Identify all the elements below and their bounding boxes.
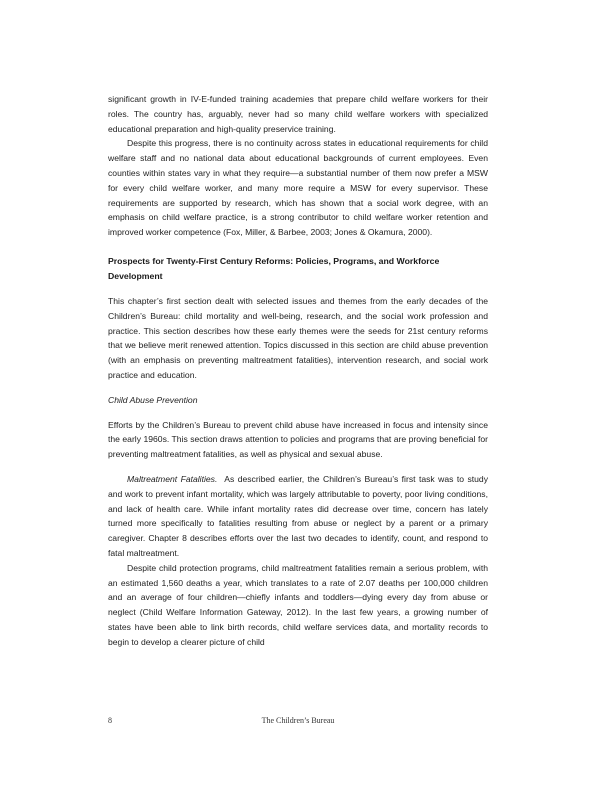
body-text-column [108, 92, 488, 650]
paragraph-fatalities-text: As described earlier, the Children’s Bureau’s first task was to study and work to prevent infant mortality, which was largely attributable to poverty, poor living conditions, and lack of health care. While infant mortality rates did decrease over time, concern has lately turned more specifically to fatalities resulting from abuse or neglect by a parent or a primary caregiver. Chapter 8 describes efforts over the last two decades to identify, count, and respond to fatal maltreatment. [108, 473, 488, 558]
paragraph-continuation: significant growth in IV-E-funded training academies that prepare child welfare workers for their roles. The country has, arguably, never had so many child welfare workers with specialized educational preparation and high-quality preservice training. [108, 94, 488, 134]
subsection-heading: Child Abuse Prevention [108, 394, 198, 405]
paragraph-education-requirements: Despite this progress, there is no continuity across states in educational requirements for child welfare staff and no national data about educational backgrounds of current employees. Even counties within states vary in what they require—a substantial number of them now prefer a MSW for every child welfare worker, and many more require a MSW for every supervisor. These requirements are supported by research, which has shown that a social work degree, with an emphasis on child welfare practice, is a strong contributor to child welfare worker retention and improved worker competence (Fox, Miller, & Barbee, 2003; Jones & Okamura, 2000). [108, 138, 488, 238]
page-number: 8 [108, 716, 112, 725]
paragraph-fatality-statistics: Despite child protection programs, child maltreatment fatalities remain a serious problem, with an estimated 1,560 deaths a year, which translates to a rate of 2.07 deaths per 100,000 children and an average of four children—chiefly infants and toddlers—dying every day from abuse or neglect (Child Welfare Information Gateway, 2012). In the last few years, a growing number of states have been able to link birth records, child welfare services data, and mortality records to begin to develop a clearer picture of child [108, 562, 488, 647]
paragraph-prevention-efforts: Efforts by the Children’s Bureau to prevent child abuse have increased in focus and intensity since the early 1960s. This section draws attention to policies and programs that are proving beneficial for preventing maltreatment fatalities, as well as physical and sexual abuse. [108, 419, 488, 460]
paragraph-section-intro: This chapter’s first section dealt with selected issues and themes from the early decades of the Children’s Bureau: child mortality and well-being, research, and the social work profession and practice. This section describes how these early themes were the seeds for 21st century reforms that we believe merit renewed attention. Topics discussed in this section are child abuse prevention (with an emphasis on preventing maltreatment fatalities), intervention research, and social work practice and education. [108, 295, 488, 380]
section-heading: Prospects for Twenty-First Century Reforms: Policies, Programs, and Workforce Development [108, 255, 440, 281]
run-in-heading: Maltreatment Fatalities. [127, 473, 218, 484]
running-title: The Children’s Bureau [261, 716, 335, 725]
paragraph-maltreatment-fatalities [108, 472, 488, 561]
